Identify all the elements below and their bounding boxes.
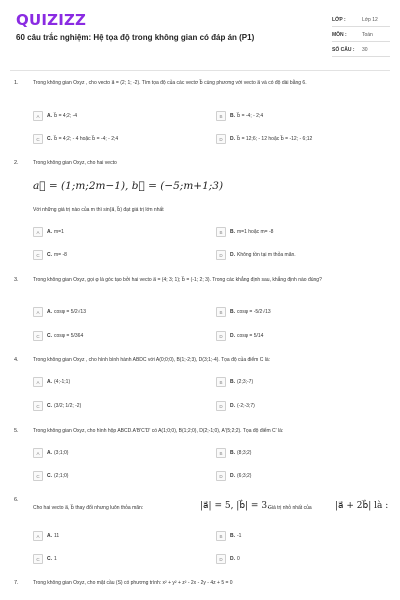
option-text: (3/2; 1/2; -2)	[54, 403, 82, 409]
option-d[interactable]	[216, 330, 263, 342]
document-title: 60 câu trắc nghiệm: Hệ tọa độ trong không gian có đáp án (P1)	[16, 33, 255, 42]
question-text: Trong không gian Oxyz, cho mặt cầu (S) có phương trình: x² + y² + z² - 2x - 2y - 4z + 5 = 0	[33, 580, 233, 586]
option-text: -1	[237, 533, 242, 539]
option-text: 11	[54, 533, 60, 539]
option-b[interactable]	[216, 530, 241, 542]
meta-row-grade	[332, 13, 390, 27]
question-subtext: Với những giá trị nào của m thì sin(a⃗, b⃗) đạt giá trị lớn nhất	[33, 207, 164, 213]
option-b[interactable]	[216, 110, 263, 122]
option-text: b⃗ = 4;2; - 4 hoặc b⃗ = -4; - 2;4	[54, 136, 119, 142]
option-text: 1	[54, 556, 57, 562]
option-marker: A	[33, 307, 43, 317]
option-b[interactable]	[216, 306, 271, 318]
option-marker: B	[216, 448, 226, 458]
option-text: b⃗ = -4; - 2;4	[237, 113, 264, 119]
option-key: A.	[47, 533, 52, 539]
option-c[interactable]	[33, 330, 83, 342]
option-key: D.	[230, 136, 235, 142]
meta-row-subject	[332, 28, 390, 42]
option-a[interactable]	[33, 376, 70, 388]
question-formula-target: |a⃗ + 2b⃗| là :	[335, 501, 389, 511]
option-a[interactable]	[33, 110, 77, 122]
option-key: C.	[47, 473, 52, 479]
option-text: (2;1;0)	[54, 473, 69, 479]
question-number: 5.	[14, 428, 19, 434]
question-text: Trong không gian Oxyz, gọi φ là góc tạo bởi hai vecto a⃗ = (4; 3; 1); b⃗ = (-1; 2; 3). Trong các khẳng định sau, khẳng định nào đúng?	[33, 277, 322, 283]
option-c[interactable]	[33, 400, 81, 412]
meta-label: MÔN :	[332, 31, 347, 38]
option-marker: B	[216, 111, 226, 121]
option-marker: D	[216, 134, 226, 144]
meta-value: 30	[362, 46, 368, 53]
option-d[interactable]	[216, 470, 251, 482]
question-number: 4.	[14, 357, 19, 363]
option-key: A.	[47, 309, 52, 315]
question-text: Trong không gian Oxyz , cho vecto a⃗ = (2; 1; -2). Tìm tọa độ của các vectơ b⃗ cùng phương với vecto a⃗ và có độ dài bằng 6.	[33, 80, 307, 86]
option-d[interactable]	[216, 553, 240, 565]
question-number: 7.	[14, 580, 19, 586]
option-c[interactable]	[33, 470, 68, 482]
option-text: (-2;-3;7)	[237, 403, 255, 409]
option-marker: C	[33, 471, 43, 481]
quizizz-logo[interactable]: QUIZIZZ	[16, 11, 87, 29]
header-divider	[10, 70, 390, 71]
option-key: D.	[230, 252, 235, 258]
option-marker: C	[33, 401, 43, 411]
option-text: (3;1;0)	[54, 450, 69, 456]
header	[0, 0, 400, 68]
meta-value: Lớp 12	[362, 16, 378, 23]
option-key: B.	[230, 533, 235, 539]
option-text: m= -8	[54, 252, 67, 258]
option-marker: B	[216, 307, 226, 317]
option-text: (6;3;2)	[237, 473, 252, 479]
option-marker: C	[33, 331, 43, 341]
option-text: Không tồn tại m thỏa mãn.	[237, 252, 296, 258]
option-key: A.	[47, 229, 52, 235]
option-text: (4;-1;1)	[54, 379, 71, 385]
option-marker: D	[216, 331, 226, 341]
question-number: 1.	[14, 80, 19, 86]
meta-row-count	[332, 43, 390, 57]
option-marker: A	[33, 377, 43, 387]
meta-value: Toán	[362, 31, 373, 38]
meta-label: LỚP :	[332, 16, 346, 23]
option-key: D.	[230, 333, 235, 339]
question-number: 3.	[14, 277, 19, 283]
option-text: cosφ = -5/2√13	[237, 309, 271, 315]
option-marker: A	[33, 448, 43, 458]
option-d[interactable]	[216, 400, 255, 412]
option-key: B.	[230, 379, 235, 385]
option-key: B.	[230, 309, 235, 315]
option-b[interactable]	[216, 226, 273, 238]
option-key: D.	[230, 403, 235, 409]
option-d[interactable]	[216, 249, 296, 261]
option-c[interactable]	[33, 553, 57, 565]
question-formula: a⃗ = (1;m;2m−1), b⃗ = (−5;m+1;3)	[33, 180, 224, 192]
option-marker: D	[216, 554, 226, 564]
option-marker: A	[33, 111, 43, 121]
option-text: (2;3;-7)	[237, 379, 254, 385]
option-b[interactable]	[216, 376, 253, 388]
option-text: b⃗ = 4;2; -4	[54, 113, 78, 119]
option-c[interactable]	[33, 133, 118, 145]
option-a[interactable]	[33, 447, 68, 459]
question-text: Trong không gian Oxyz , cho hình bình hành ABDC với A(0;0;0), B(1;-2;3), D(3;1;-4). Tọa độ của điểm C là:	[33, 357, 271, 363]
question-number: 6.	[14, 497, 19, 503]
question-number: 2.	[14, 160, 19, 166]
option-text: m=1	[54, 229, 64, 235]
option-a[interactable]	[33, 226, 64, 238]
option-c[interactable]	[33, 249, 67, 261]
option-key: A.	[47, 113, 52, 119]
option-b[interactable]	[216, 447, 251, 459]
option-marker: B	[216, 227, 226, 237]
option-marker: B	[216, 531, 226, 541]
option-key: D.	[230, 556, 235, 562]
option-marker: C	[33, 250, 43, 260]
option-key: C.	[47, 333, 52, 339]
option-key: A.	[47, 379, 52, 385]
option-key: C.	[47, 556, 52, 562]
option-a[interactable]	[33, 530, 59, 542]
option-a[interactable]	[33, 306, 86, 318]
option-marker: C	[33, 134, 43, 144]
option-marker: A	[33, 531, 43, 541]
option-key: C.	[47, 136, 52, 142]
option-text: (8;3;2)	[237, 450, 252, 456]
option-text: cosφ = 5/2√13	[54, 309, 86, 315]
option-key: C.	[47, 403, 52, 409]
question-text: Trong không gian Oxyz, cho hai vecto	[33, 160, 117, 166]
option-marker: D	[216, 250, 226, 260]
option-key: A.	[47, 450, 52, 456]
option-text: 0	[237, 556, 240, 562]
option-key: B.	[230, 113, 235, 119]
option-key: D.	[230, 473, 235, 479]
option-marker: A	[33, 227, 43, 237]
option-text: b⃗ = 12;6; - 12 hoặc b⃗ = -12; - 6;12	[237, 136, 313, 142]
option-marker: B	[216, 377, 226, 387]
option-key: C.	[47, 252, 52, 258]
question-text: Cho hai vecto a⃗, b⃗ thay đổi nhưng luôn thỏa mãn:	[33, 505, 144, 511]
option-marker: D	[216, 401, 226, 411]
option-marker: C	[33, 554, 43, 564]
question-formula-condition: |a⃗| = 5, |b⃗| = 3.	[200, 501, 270, 511]
option-key: B.	[230, 229, 235, 235]
option-d[interactable]	[216, 133, 312, 145]
option-marker: D	[216, 471, 226, 481]
question-subtext: Giá trị nhỏ nhất của	[268, 505, 312, 511]
option-text: cosφ = 5/364	[54, 333, 84, 339]
question-text: Trong không gian Oxyz, cho hình hộp ABCD.A'B'C'D' có A(1;0;0), B(1;2;0), D(2;-1;0), A'(5;2;2). Tọa độ điểm C' là:	[33, 428, 284, 434]
option-key: B.	[230, 450, 235, 456]
option-text: cosφ = 5/14	[237, 333, 264, 339]
meta-label: SỐ CÂU :	[332, 46, 355, 53]
option-text: m=1 hoặc m= -8	[237, 229, 274, 235]
